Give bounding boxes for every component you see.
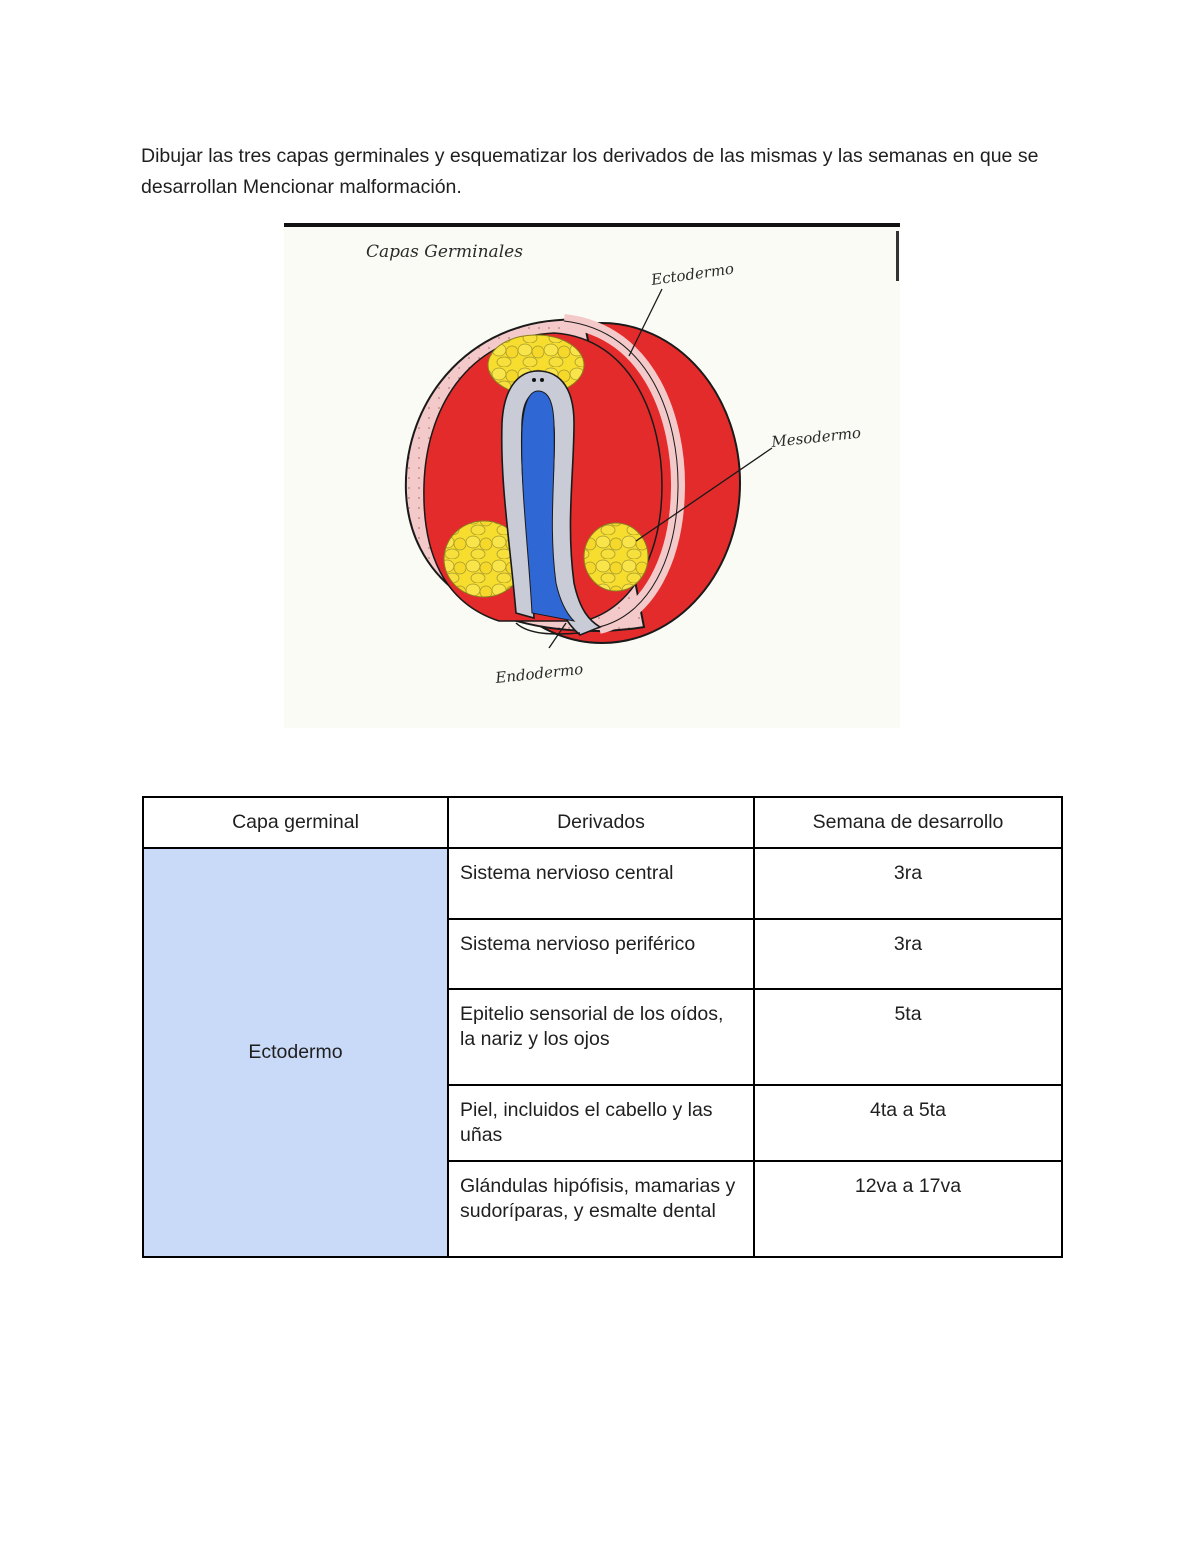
table-header-row	[143, 797, 1062, 848]
layer-cell: Ectodermo	[143, 848, 448, 1257]
assignment-prompt: Dibujar las tres capas germinales y esquematizar los derivados de las mismas y las semanas en que se desarrollan Mencionar malformación.	[141, 145, 1039, 198]
endoderm-label: Endodermo	[494, 659, 585, 687]
germ-layer-table	[142, 796, 1063, 1258]
derivative-cell: Sistema nervioso central	[448, 848, 754, 919]
week-cell: 5ta	[754, 989, 1062, 1085]
derivative-cell: Glándulas hipófisis, mamarias y sudoríparas, y esmalte dental	[448, 1161, 754, 1257]
week-cell: 3ra	[754, 848, 1062, 919]
derivative-cell: Piel, incluidos el cabello y las uñas	[448, 1085, 754, 1161]
header-derivados: Derivados	[448, 797, 754, 848]
yolk-cluster-right	[584, 523, 648, 591]
week-cell: 4ta a 5ta	[754, 1085, 1062, 1161]
table-row	[143, 848, 1062, 919]
germ-layers-drawing	[284, 223, 900, 728]
derivative-cell: Sistema nervioso periférico	[448, 919, 754, 989]
derivative-cell: Epitelio sensorial de los oídos, la nariz y los ojos	[448, 989, 754, 1085]
header-semana: Semana de desarrollo	[754, 797, 1062, 848]
germ-layers-illustration	[284, 223, 900, 728]
ectoderm-label: Ectodermo	[650, 259, 736, 289]
week-cell: 3ra	[754, 919, 1062, 989]
header-capa-germinal: Capa germinal	[143, 797, 448, 848]
week-cell: 12va a 17va	[754, 1161, 1062, 1257]
mesoderm-label: Mesodermo	[770, 423, 862, 451]
figure-title: Capas Germinales	[366, 242, 523, 262]
